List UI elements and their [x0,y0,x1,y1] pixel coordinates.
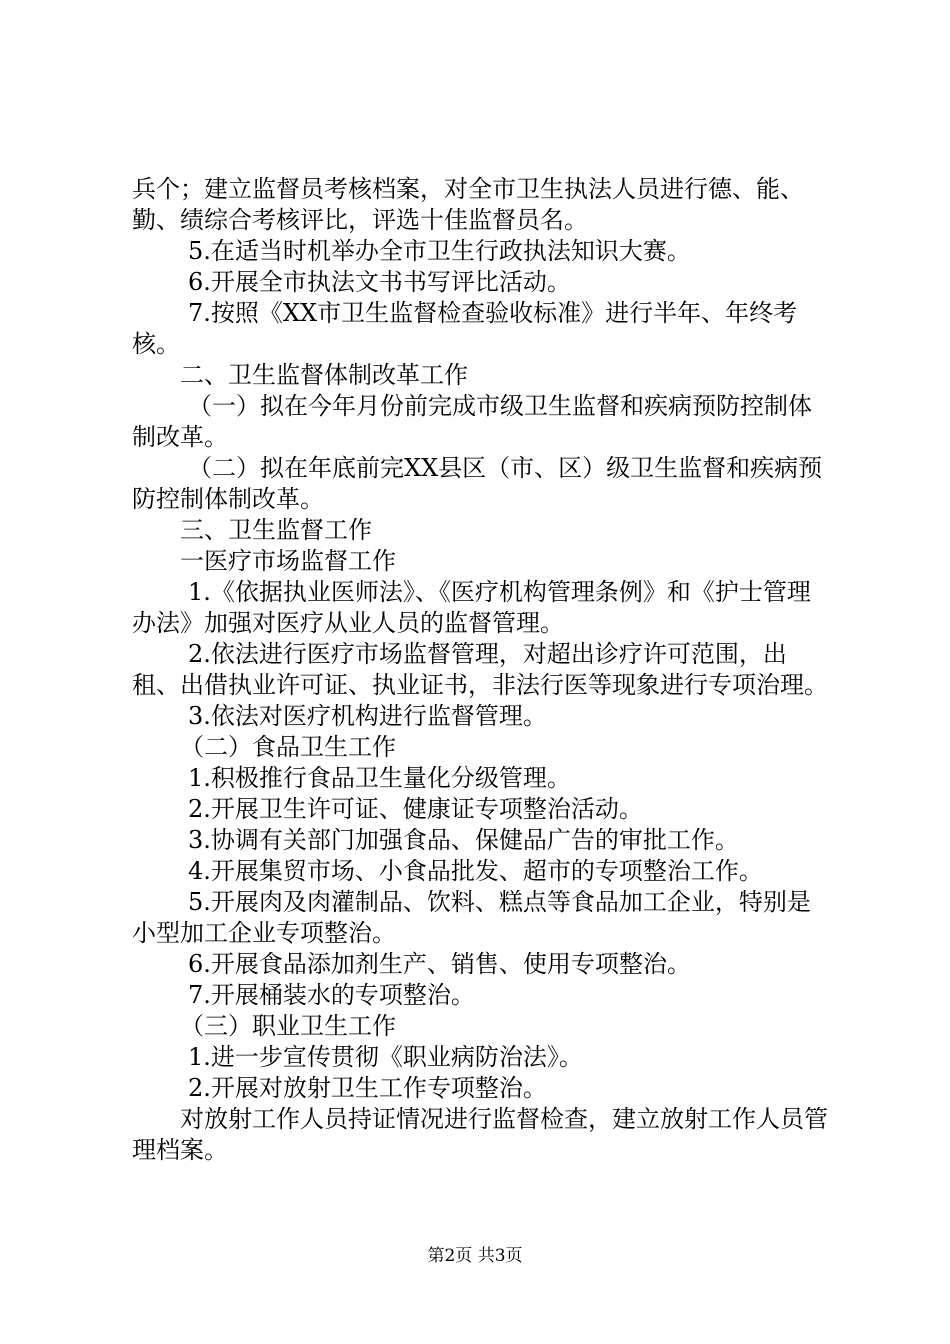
paragraph: 1.《依据执业医师法》、《医疗机构管理条例》和《护士管理办法》加强对医疗从业人员的监督管理。 [132,578,811,637]
subsection-heading: （三）职业卫生工作 [180,1012,396,1040]
paragraph: （二）拟在年底前完XX县区（市、区）级卫生监督和疾病预防控制体制改革。 [132,454,823,513]
paragraph: 2.开展对放射卫生工作专项整治。 [188,1074,547,1102]
paragraph: 3.协调有关部门加强食品、保健品广告的审批工作。 [188,826,739,854]
subsection-heading: 一医疗市场监督工作 [180,547,396,575]
subsection-heading: （二）食品卫生工作 [180,733,396,761]
paragraph: 1.进一步宣传贯彻《职业病防治法》。 [188,1043,583,1071]
paragraph: 6.开展食品添加剂生产、销售、使用专项整治。 [188,950,691,978]
paragraph: 2.开展卫生许可证、健康证专项整治活动。 [188,795,643,823]
paragraph: 4.开展集贸市场、小食品批发、超市的专项整治工作。 [188,857,763,885]
paragraph: 6.开展全市执法文书书写评比活动。 [188,268,571,296]
paragraph: （一）拟在今年月份前完成市级卫生监督和疾病预防控制体制改革。 [132,392,812,451]
paragraph: 5.在适当时机举办全市卫生行政执法知识大赛。 [188,237,691,265]
page-footer [0,1245,950,1267]
section-heading: 三、卫生监督工作 [180,516,372,544]
paragraph: 3.依法对医疗机构进行监督管理。 [188,702,547,730]
paragraph: 7.按照《XX市卫生监督检查验收标准》进行半年、年终考核。 [132,299,798,358]
paragraph: 1.积极推行食品卫生量化分级管理。 [188,764,571,792]
paragraph: 2.依法进行医疗市场监督管理，对超出诊疗许可范围，出租、出借执业许可证、执业证书，非法行医等现象进行专项治理。 [132,640,828,699]
paragraph: 5.开展肉及肉灌制品、饮料、糕点等食品加工企业，特别是小型加工企业专项整治。 [132,888,811,947]
paragraph: 对放射工作人员持证情况进行监督检查，建立放射工作人员管理档案。 [132,1105,828,1164]
paragraph: 兵个；建立监督员考核档案，对全市卫生执法人员进行德、能、勤、绩综合考核评比，评选十佳监督员名。 [132,175,804,234]
section-heading: 二、卫生监督体制改革工作 [180,361,468,389]
paragraph: 7.开展桶装水的专项整治。 [188,981,475,1009]
page-number-label: 第2页 共3页 [427,1246,523,1266]
document-body [132,174,832,1166]
